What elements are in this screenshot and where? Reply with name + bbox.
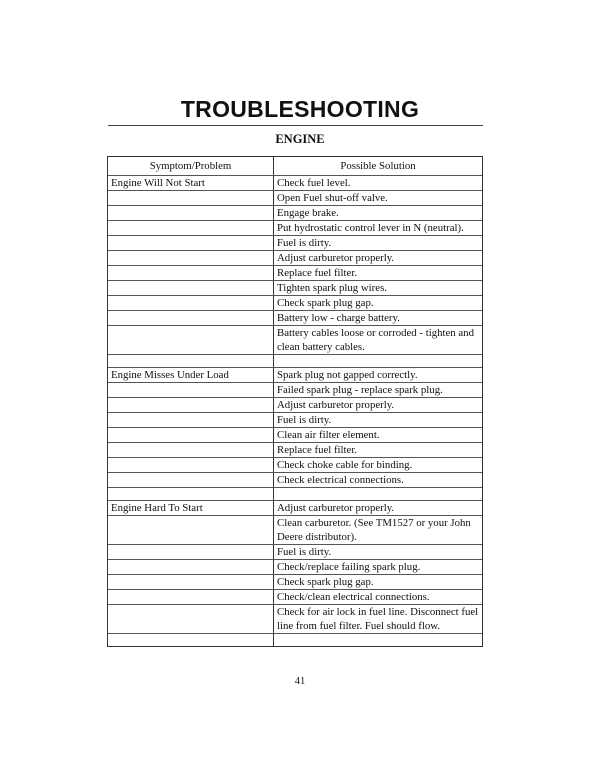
symptom-cell-empty [108, 458, 274, 472]
page-title: TROUBLESHOOTING [180, 96, 420, 122]
table-row [108, 235, 482, 250]
solution-cell: Check fuel level. [277, 177, 351, 189]
spacer-row [108, 633, 482, 646]
table-row [108, 367, 482, 382]
symptom-cell-empty [108, 296, 274, 310]
table-row [108, 515, 482, 544]
solution-cell: Check electrical connections. [277, 474, 404, 486]
symptom-cell-empty [108, 326, 274, 354]
symptom-cell-empty [108, 221, 274, 235]
table-row [108, 412, 482, 427]
page-number: 41 [294, 676, 306, 687]
solution-cell: Check/clean electrical connections. [277, 591, 430, 603]
table-header-row [108, 157, 482, 175]
symptom-cell-empty [108, 516, 274, 544]
symptom-cell-empty [108, 398, 274, 412]
symptom-cell-empty [108, 473, 274, 487]
solution-cell: Replace fuel filter. [277, 267, 358, 279]
solution-cell: Engage brake. [277, 207, 339, 219]
table-row [108, 175, 482, 190]
solution-cell: Adjust carburetor properly. [277, 399, 395, 411]
solution-cell: Put hydrostatic control lever in N (neutral). [277, 222, 464, 234]
spacer-cell [274, 355, 482, 367]
symptom-cell-empty [108, 443, 274, 457]
table-row [108, 427, 482, 442]
solution-cell: Check for air lock in fuel line. Disconnect fuel line from fuel filter. Fuel should flow. [277, 606, 479, 632]
table-row [108, 589, 482, 604]
header-symptom: Symptom/Problem [108, 157, 274, 175]
spacer-cell [108, 634, 274, 646]
symptom-cell-empty [108, 590, 274, 604]
table-row [108, 220, 482, 235]
solution-cell: Check spark plug gap. [277, 576, 374, 588]
symptom-cell-empty [108, 413, 274, 427]
solution-cell: Fuel is dirty. [277, 414, 332, 426]
header-solution: Possible Solution [340, 160, 416, 172]
symptom-cell-empty [108, 236, 274, 250]
spacer-row [108, 354, 482, 367]
solution-cell: Check choke cable for binding. [277, 459, 413, 471]
spacer-cell [274, 488, 482, 500]
solution-cell: Adjust carburetor properly. [277, 252, 395, 264]
symptom-cell-empty [108, 428, 274, 442]
table-row [108, 472, 482, 487]
symptom-cell-empty [108, 251, 274, 265]
spacer-cell [108, 488, 274, 500]
solution-cell: Replace fuel filter. [277, 444, 358, 456]
solution-cell: Fuel is dirty. [277, 546, 332, 558]
solution-cell: Tighten spark plug wires. [277, 282, 387, 294]
symptom-cell-empty [108, 575, 274, 589]
table-row [108, 544, 482, 559]
table-row [108, 295, 482, 310]
solution-cell: Fuel is dirty. [277, 237, 332, 249]
table-row [108, 205, 482, 220]
table-row [108, 604, 482, 633]
table-row [108, 457, 482, 472]
spacer-cell [108, 355, 274, 367]
table-row [108, 500, 482, 515]
solution-cell: Failed spark plug - replace spark plug. [277, 384, 443, 396]
section-subtitle: ENGINE [275, 132, 325, 146]
spacer-cell [274, 634, 482, 646]
table-row [108, 442, 482, 457]
table-row [108, 574, 482, 589]
spacer-row [108, 487, 482, 500]
table-row [108, 190, 482, 205]
symptom-cell-empty [108, 383, 274, 397]
table-row [108, 382, 482, 397]
table-row [108, 280, 482, 295]
solution-cell: Adjust carburetor properly. [277, 502, 395, 514]
table-row [108, 397, 482, 412]
solution-cell: Check spark plug gap. [277, 297, 374, 309]
symptom-cell-empty [108, 266, 274, 280]
solution-cell: Battery cables loose or corroded - tighten and clean battery cables. [277, 327, 474, 353]
symptom-cell-empty [108, 560, 274, 574]
symptom-cell-empty [108, 545, 274, 559]
table-row [108, 265, 482, 280]
solution-cell: Clean carburetor. (See TM1527 or your John Deere distributor). [277, 517, 471, 543]
solution-cell: Spark plug not gapped correctly. [277, 369, 418, 381]
troubleshooting-table [107, 156, 483, 647]
symptom-cell-empty [108, 311, 274, 325]
solution-cell: Battery low - charge battery. [277, 312, 400, 324]
symptom-cell: Engine Will Not Start [108, 176, 274, 190]
symptom-cell-empty [108, 605, 274, 633]
table-row [108, 325, 482, 354]
title-rule [108, 125, 483, 126]
solution-cell: Open Fuel shut-off valve. [277, 192, 388, 204]
table-row [108, 250, 482, 265]
symptom-cell-empty [108, 281, 274, 295]
solution-cell: Check/replace failing spark plug. [277, 561, 421, 573]
symptom-cell: Engine Misses Under Load [108, 368, 274, 382]
table-row [108, 559, 482, 574]
symptom-cell-empty [108, 206, 274, 220]
table-row [108, 310, 482, 325]
symptom-cell: Engine Hard To Start [108, 501, 274, 515]
symptom-cell-empty [108, 191, 274, 205]
solution-cell: Clean air filter element. [277, 429, 380, 441]
